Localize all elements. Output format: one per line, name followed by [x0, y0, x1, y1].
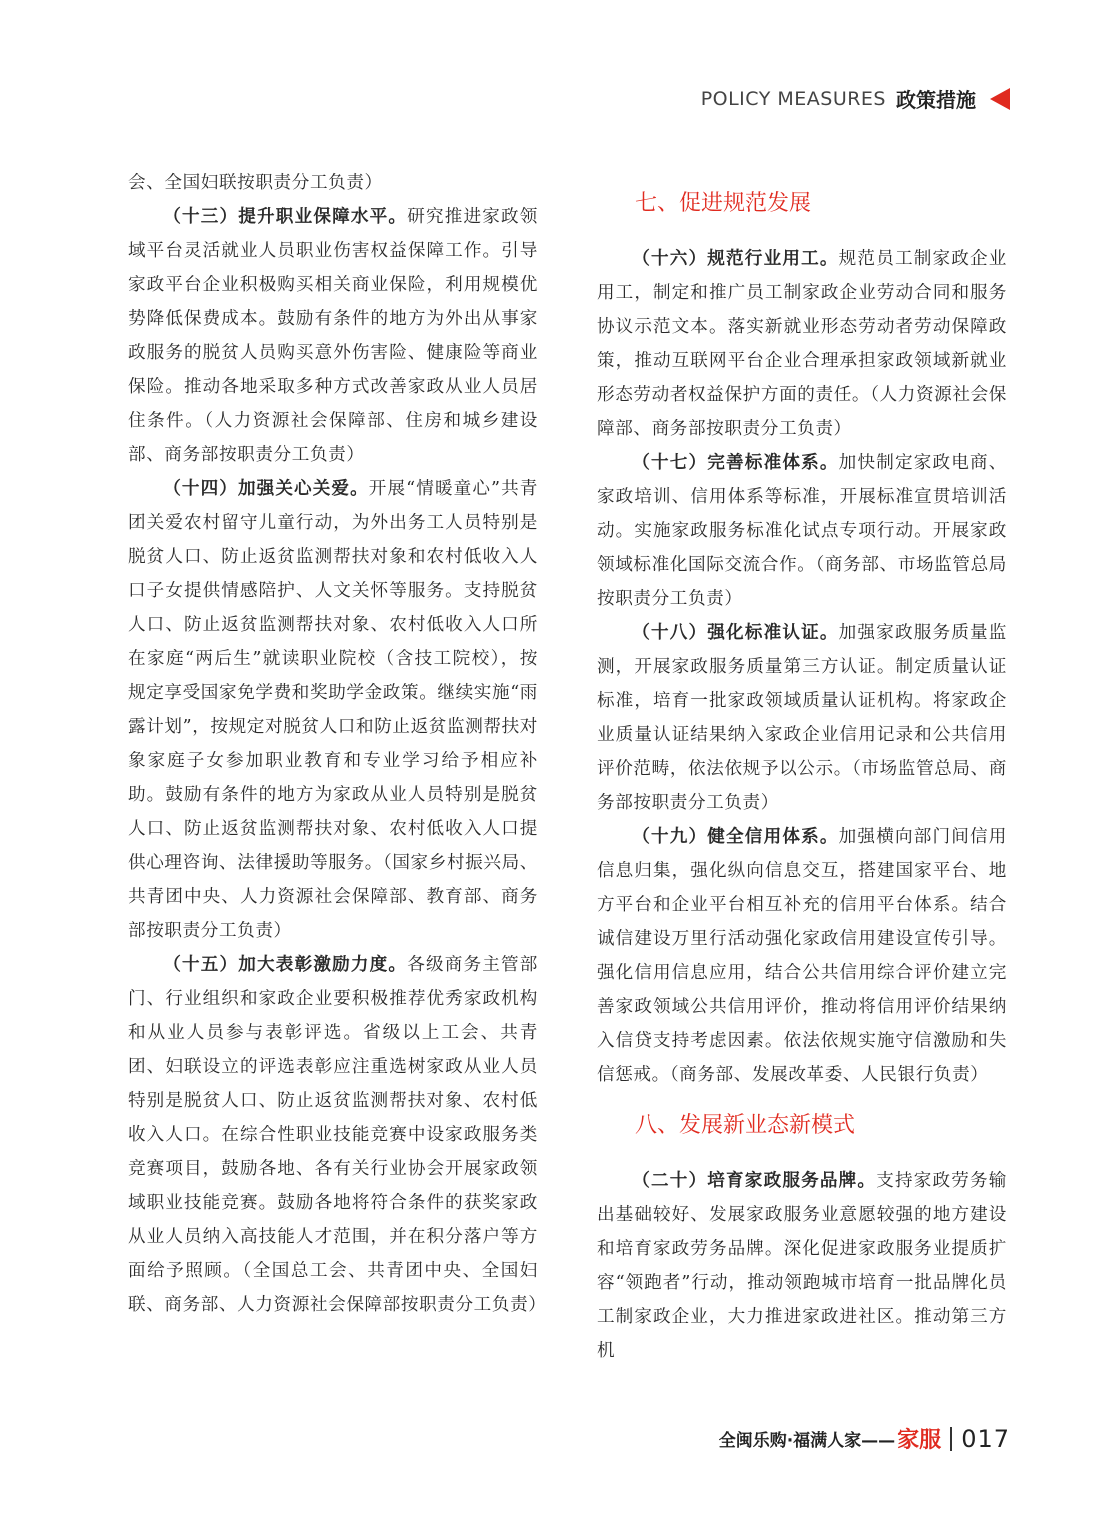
- paragraph-15: [128, 948, 547, 1322]
- paragraph-19: [597, 820, 1007, 1092]
- paragraph-20: [597, 1164, 1007, 1368]
- page-header: [701, 84, 1010, 113]
- paragraph-13: [128, 200, 538, 472]
- paragraph-20-heading: （二十）培育家政服务品牌。: [632, 1170, 877, 1191]
- paragraph-18-heading: （十八）强化标准认证。: [632, 622, 839, 643]
- paragraph-16: [597, 242, 1007, 446]
- section-heading-7: 七、促进规范发展: [635, 191, 812, 216]
- paragraph-15-heading: （十五）加大表彰激励力度。: [163, 954, 408, 975]
- paragraph-15-body: 各级商务主管部门、行业组织和家政企业要积极推荐优秀家政机构和从业人员参与表彰评选。省级以上工会、共青团、妇联设立的评选表彰应注重选树家政从业人员特别是脱贫人口、防止返贫监测帮扶对象、农村低收入人口。在综合性职业技能竞赛中设家政服务类竞赛项目，鼓励各地、各有关行业协会开展家政领域职业技能竞赛。鼓励各地将符合条件的获奖家政从业人员纳入高技能人才范围，并在积分落户等方面给予照顾。（全国总工会、共青团中央、全国妇联、商务部、人力资源社会保障部按职责分工负责）: [128, 955, 547, 1315]
- header-english-title: POLICY MEASURES: [700, 87, 886, 110]
- paragraph-13-body: 研究推进家政领域平台灵活就业人员职业伤害权益保障工作。引导家政平台企业积极购买相关商业保险，利用规模优势降低保费成本。鼓励有条件的地方为外出从事家政服务的脱贫人员购买意外伤害险、健康险等商业保险。推动各地采取多种方式改善家政从业人员居住条件。（人力资源社会保障部、住房和城乡建设部、商务部按职责分工负责）: [128, 207, 538, 465]
- left-column: [128, 166, 547, 1322]
- paragraph-16-heading: （十六）规范行业用工。: [632, 248, 839, 269]
- paragraph-18: [597, 616, 1007, 820]
- paragraph-20-body: 支持家政劳务输出基础较好、发展家政服务业意愿较强的地方建设和培育家政劳务品牌。深化促进家政服务业提质扩容“领跑者”行动，推动领跑城市培育一批品牌化员工制家政企业，大力推进家政进社区。推动第三方机: [597, 1171, 1007, 1361]
- triangle-marker-icon: [990, 88, 1010, 110]
- footer-brand: 家服: [897, 1428, 942, 1453]
- paragraph-18-body: 加强家政服务质量监测，开展家政服务质量第三方认证。制定质量认证标准，培育一批家政领域质量认证机构。将家政企业质量认证结果纳入家政企业信用记录和公共信用评价范畴，依法依规予以公示。（市场监管总局、商务部按职责分工负责）: [597, 623, 1007, 813]
- footer-slogan: 全闽乐购·福满人家——: [718, 1431, 896, 1451]
- page-footer: [719, 1423, 1010, 1454]
- header-chinese-title: 政策措施: [896, 88, 976, 112]
- paragraph-14: [128, 472, 538, 948]
- section-heading-8: 八、发展新业态新模式: [635, 1113, 856, 1138]
- right-column: [597, 166, 1007, 1368]
- page-number: 017: [961, 1424, 1010, 1453]
- footer-divider: [950, 1427, 952, 1451]
- paragraph-19-heading: （十九）健全信用体系。: [632, 826, 839, 847]
- paragraph-17: [597, 446, 1007, 616]
- paragraph-14-body: 开展“情暖童心”共青团关爱农村留守儿童行动，为外出务工人员特别是脱贫人口、防止返贫监测帮扶对象和农村低收入人口子女提供情感陪护、人文关怀等服务。支持脱贫人口、防止返贫监测帮扶对象、农村低收入人口所在家庭“两后生”就读职业院校（含技工院校），按规定享受国家免学费和奖助学金政策。继续实施“雨露计划”，按规定对脱贫人口和防止返贫监测帮扶对象家庭子女参加职业教育和专业学习给予相应补助。鼓励有条件的地方为家政从业人员特别是脱贫人口、防止返贫监测帮扶对象、农村低收入人口提供心理咨询、法律援助等服务。（国家乡村振兴局、共青团中央、人力资源社会保障部、教育部、商务部按职责分工负责）: [128, 479, 538, 941]
- paragraph-continued: 会、全国妇联按职责分工负责）: [128, 173, 383, 193]
- paragraph-17-heading: （十七）完善标准体系。: [632, 452, 839, 473]
- paragraph-14-heading: （十四）加强关心关爱。: [163, 478, 369, 499]
- paragraph-16-body: 规范员工制家政企业用工，制定和推广员工制家政企业劳动合同和服务协议示范文本。落实新就业形态劳动者劳动保障政策，推动互联网平台企业合理承担家政领域新就业形态劳动者权益保护方面的责任。（人力资源社会保障部、商务部按职责分工负责）: [597, 249, 1007, 439]
- paragraph-17-body: 加快制定家政电商、家政培训、信用体系等标准，开展标准宣贯培训活动。实施家政服务标准化试点专项行动。开展家政领域标准化国际交流合作。（商务部、市场监管总局按职责分工负责）: [597, 453, 1007, 609]
- paragraph-19-body: 加强横向部门间信用信息归集，强化纵向信息交互，搭建国家平台、地方平台和企业平台相互补充的信用平台体系。结合诚信建设万里行活动强化家政信用建设宣传引导。强化信用信息应用，结合公共信用综合评价建立完善家政领域公共信用评价，推动将信用评价结果纳入信贷支持考虑因素。依法依规实施守信激励和失信惩戒。（商务部、发展改革委、人民银行负责）: [597, 827, 1007, 1085]
- paragraph-13-heading: （十三）提升职业保障水平。: [163, 206, 408, 227]
